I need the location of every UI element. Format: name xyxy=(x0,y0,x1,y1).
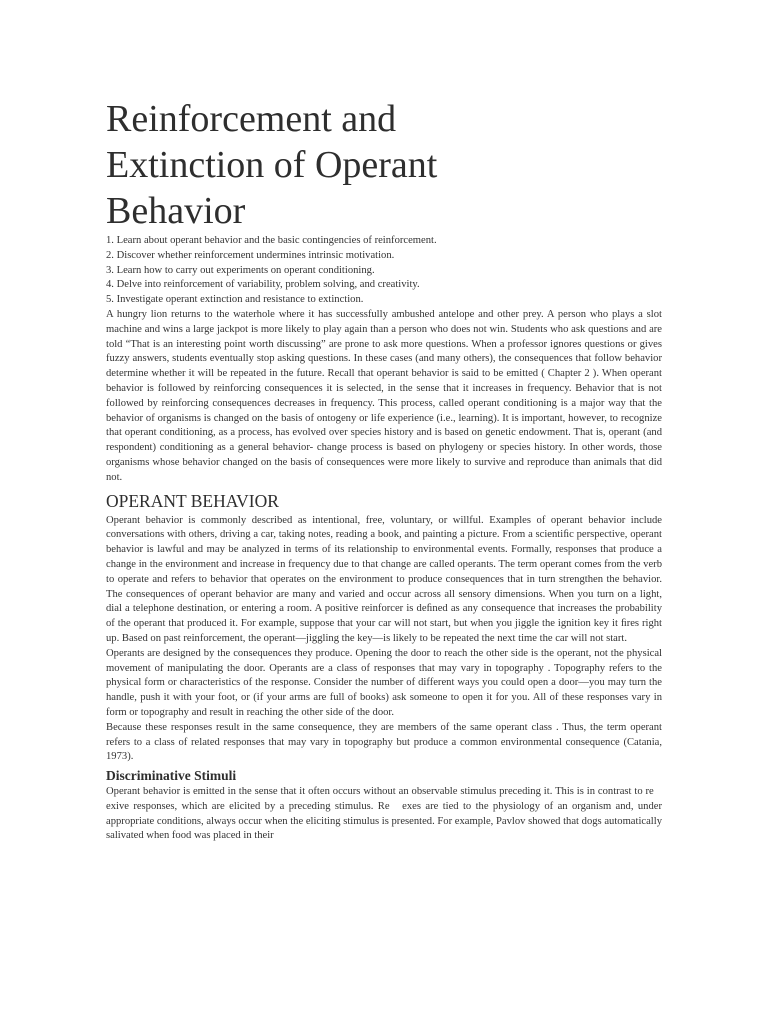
document-page xyxy=(106,96,662,844)
document-title: Reinforcement and Extinction of Operant Behavior xyxy=(106,98,438,232)
objective-item: 3. Learn how to carry out experiments on operant conditioning. xyxy=(106,264,375,276)
stimuli-paragraph: Operant behavior is emitted in the sense that it often occurs without an observable stimulus preceding it. This is in contrast to re  exive responses, which are elicited by a preceding stimulus. Re  exes are tied to the physiology of an organism and, under appropriate conditions, always occur when the eliciting stimulus is presented. For example, Pavlov showed that dogs automatically salivated when food was placed in their xyxy=(106,786,662,842)
section-heading-operant-behavior: OPERANT BEHAVIOR xyxy=(106,490,279,511)
objective-item: 4. Delve into reinforcement of variability, problem solving, and creativity. xyxy=(106,279,420,291)
learning-objectives-list xyxy=(106,234,662,308)
subsection-heading-discriminative-stimuli: Discriminative Stimuli xyxy=(106,768,237,784)
objective-item: 2. Discover whether reinforcement undermines intrinsic motivation. xyxy=(106,249,395,261)
operant-paragraph: Operant behavior is commonly described as intentional, free, voluntary, or willful. Examples of operant behavior include conversations with others, driving a car, taking notes, reading a book, and painting a picture. From a scientiﬁc perspective, operant behavior is lawful and may be analyzed in terms of its relationship to environmental events. Formally, responses that produce a change in the environment and increase in frequency due to that change are called operants. The term operant comes from the verb to operate and refers to behavior that operates on the environment to produce consequences that in turn strengthen the behavior. The consequences of operant behavior are many and varied and occur across all sensory dimensions. When you turn on a light, dial a telephone destination, or entering a room. A positive reinforcer is deﬁned as any consequence that increases the probability of the operant that produced it. For example, suppose that your car will not start, but when you jiggle the ignition key it ﬁres right up. Based on past reinforcement, the operant—jiggling the key—is likely to be repeated the next time the car will not start. xyxy=(106,514,662,644)
objective-item: 5. Investigate operant extinction and resistance to extinction. xyxy=(106,294,364,306)
operant-paragraph: Operants are designed by the consequences they produce. Opening the door to reach the other side is the operant, not the physical movement of manipulating the door. Operants are a class of responses that may vary in topography . Topography refers to the physical form or characteristics of the response. Consider the number of different ways you could open a door—you may turn the handle, push it with your foot, or (if your arms are full of books) ask someone to open it for you. All of these responses vary in form or topography and result in reaching the other side of the door. xyxy=(106,647,662,718)
objective-item: 1. Learn about operant behavior and the basic contingencies of reinforcement. xyxy=(106,235,437,246)
operant-paragraph: Because these responses result in the same consequence, they are members of the same operant class . Thus, the term operant refers to a class of related responses that may vary in topography but produce a common environmental consequence (Catania, 1973). xyxy=(106,721,662,763)
intro-paragraph: A hungry lion returns to the waterhole where it has successfully ambushed antelope and other prey. A person who plays a slot machine and wins a large jackpot is more likely to play again than a person who does not win. Students who ask questions and are told “That is an interesting point worth discussing” are prone to ask more questions. When a professor ignores questions or gives fuzzy answers, students eventually stop asking questions. In these cases (and many others), the consequences that follow behavior determine whether it will be repeated in the future. Recall that operant behavior is said to be emitted ( Chapter 2 ). When operant behavior is followed by reinforcing consequences it is selected, in the sense that it increases in frequency. Behavior that is not followed by reinforcing consequences decreases in frequency. This process, called operant conditioning is a major way that the behavior of organisms is changed on the basis of ontogeny or life experience (i.e., learning). It is important, however, to recognize that operant conditioning, as a process, has evolved over species history and is based on genetic endowment. That is, operant (and respondent) conditioning as a general behavior- change process is based on phylogeny or species history. In other words, those organisms whose behavior changed on the basis of consequences were more likely to survive and reproduce than animals that did not. xyxy=(106,308,662,483)
